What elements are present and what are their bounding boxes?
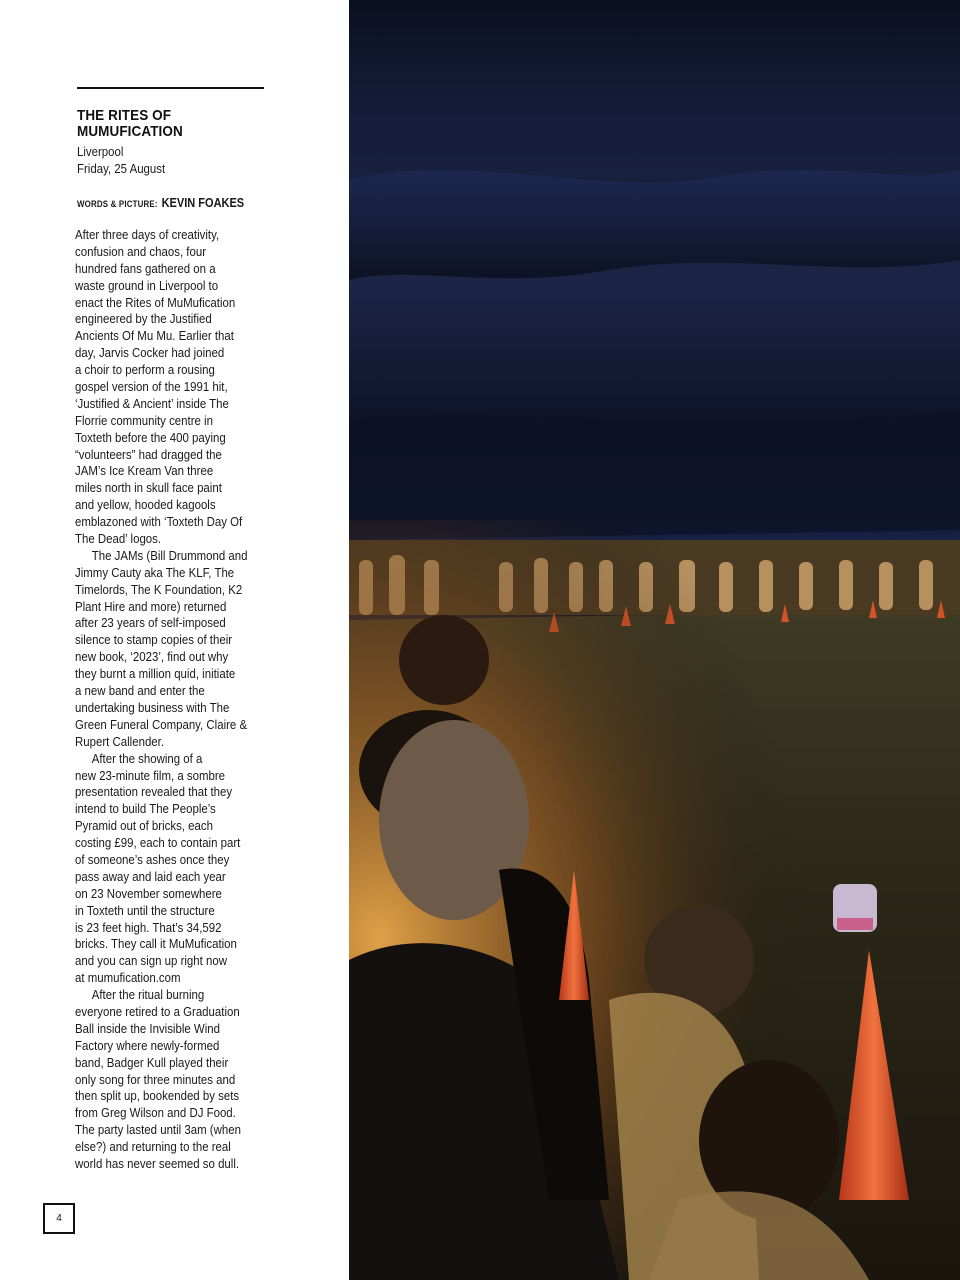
page-number: 4 bbox=[43, 1203, 75, 1234]
body-line: else?) and returning to the real bbox=[75, 1139, 231, 1155]
body-line: JAM’s Ice Kream Van three bbox=[75, 463, 214, 479]
body-line: “volunteers” had dragged the bbox=[75, 446, 222, 462]
body-line: new book, ‘2023’, find out why bbox=[75, 649, 229, 665]
body-line: The Dead’ logos. bbox=[75, 531, 162, 547]
body-line: Florrie community centre in bbox=[75, 412, 213, 428]
body-line: emblazoned with ‘Toxteth Day Of bbox=[75, 514, 243, 530]
body-line: presentation revealed that they bbox=[75, 784, 233, 800]
body-line: undertaking business with The bbox=[75, 699, 230, 715]
body-line: after 23 years of self-imposed bbox=[75, 615, 226, 631]
body-line: enact the Rites of MuMufication bbox=[75, 294, 236, 310]
location: Liverpool bbox=[77, 144, 124, 159]
body-line: engineered by the Justified bbox=[75, 311, 212, 327]
body-line: everyone retired to a Graduation bbox=[75, 1003, 240, 1019]
body-line: pass away and laid each year bbox=[75, 868, 226, 884]
body-line: After the ritual burning bbox=[91, 987, 205, 1003]
head-silhouette bbox=[399, 615, 489, 705]
title-line-1: THE RITES OF bbox=[77, 107, 172, 124]
body-line: intend to build The People’s bbox=[75, 801, 216, 817]
text-column bbox=[0, 0, 349, 1280]
byline bbox=[77, 194, 244, 212]
body-line: and yellow, hooded kagools bbox=[75, 497, 216, 513]
body-line: only song for three minutes and bbox=[75, 1071, 236, 1087]
article-body bbox=[75, 227, 295, 1173]
article-title bbox=[77, 108, 257, 140]
body-line: After three days of creativity, bbox=[75, 227, 220, 242]
body-line: The JAMs (Bill Drummond and bbox=[91, 547, 248, 563]
body-line: Green Funeral Company, Claire & bbox=[75, 716, 248, 732]
body-line: bricks. They call it MuMufication bbox=[75, 936, 237, 952]
body-line: from Greg Wilson and DJ Food. bbox=[75, 1105, 236, 1121]
body-line: world has never seemed so dull. bbox=[75, 1155, 240, 1171]
lantern-light bbox=[837, 918, 873, 930]
body-line: Plant Hire and more) returned bbox=[75, 598, 227, 614]
body-line: Factory where newly-formed bbox=[75, 1037, 220, 1053]
body-line: they burnt a million quid, initiate bbox=[75, 666, 236, 682]
header-rule bbox=[77, 87, 264, 89]
body-line: ‘Justified & Ancient’ inside The bbox=[75, 395, 229, 411]
body-line: at mumufication.com bbox=[75, 970, 181, 986]
body-line: Jimmy Cauty aka The KLF, The bbox=[75, 564, 235, 580]
body-line: a new band and enter the bbox=[75, 683, 205, 699]
body-line: new 23-minute film, a sombre bbox=[75, 767, 226, 783]
body-line: band, Badger Kull played their bbox=[75, 1054, 229, 1070]
byline-author: KEVIN FOAKES bbox=[161, 196, 245, 210]
body-line: is 23 feet high. That’s 34,592 bbox=[75, 919, 222, 935]
body-line: Rupert Callender. bbox=[75, 733, 165, 749]
cloud-band bbox=[349, 170, 960, 280]
body-line: Toxteth before the 400 paying bbox=[75, 429, 226, 445]
body-line: and you can sign up right now bbox=[75, 953, 228, 969]
date: Friday, 25 August bbox=[77, 161, 166, 176]
body-line: Timelords, The K Foundation, K2 bbox=[75, 581, 243, 597]
body-line: Ball inside the Invisible Wind bbox=[75, 1020, 220, 1036]
body-line: hundred fans gathered on a bbox=[75, 260, 216, 276]
body-line: silence to stamp copies of their bbox=[75, 632, 233, 648]
body-line: costing £99, each to contain part bbox=[75, 835, 241, 851]
article-meta bbox=[77, 143, 177, 177]
body-line: a choir to perform a rousing bbox=[75, 362, 215, 378]
body-line: then split up, bookended by sets bbox=[75, 1088, 240, 1104]
night-crowd-photo bbox=[349, 0, 960, 1280]
body-line: gospel version of the 1991 hit, bbox=[75, 379, 228, 395]
body-line: Ancients Of Mu Mu. Earlier that bbox=[75, 328, 234, 344]
body-line: miles north in skull face paint bbox=[75, 480, 222, 496]
body-line: confusion and chaos, four bbox=[75, 243, 207, 259]
byline-label: WORDS & PICTURE: bbox=[77, 199, 158, 209]
body-line: waste ground in Liverpool to bbox=[75, 277, 219, 293]
body-line: day, Jarvis Cocker had joined bbox=[75, 345, 225, 361]
body-line: The party lasted until 3am (when bbox=[75, 1122, 241, 1138]
body-line: Pyramid out of bricks, each bbox=[75, 818, 213, 834]
body-line: of someone’s ashes once they bbox=[75, 851, 230, 867]
body-line: on 23 November somewhere bbox=[75, 885, 222, 901]
body-line: After the showing of a bbox=[91, 750, 203, 766]
title-line-2: MUMUFICATION bbox=[77, 123, 183, 140]
photo-illustration bbox=[349, 0, 960, 1280]
body-line: in Toxteth until the structure bbox=[75, 902, 215, 918]
